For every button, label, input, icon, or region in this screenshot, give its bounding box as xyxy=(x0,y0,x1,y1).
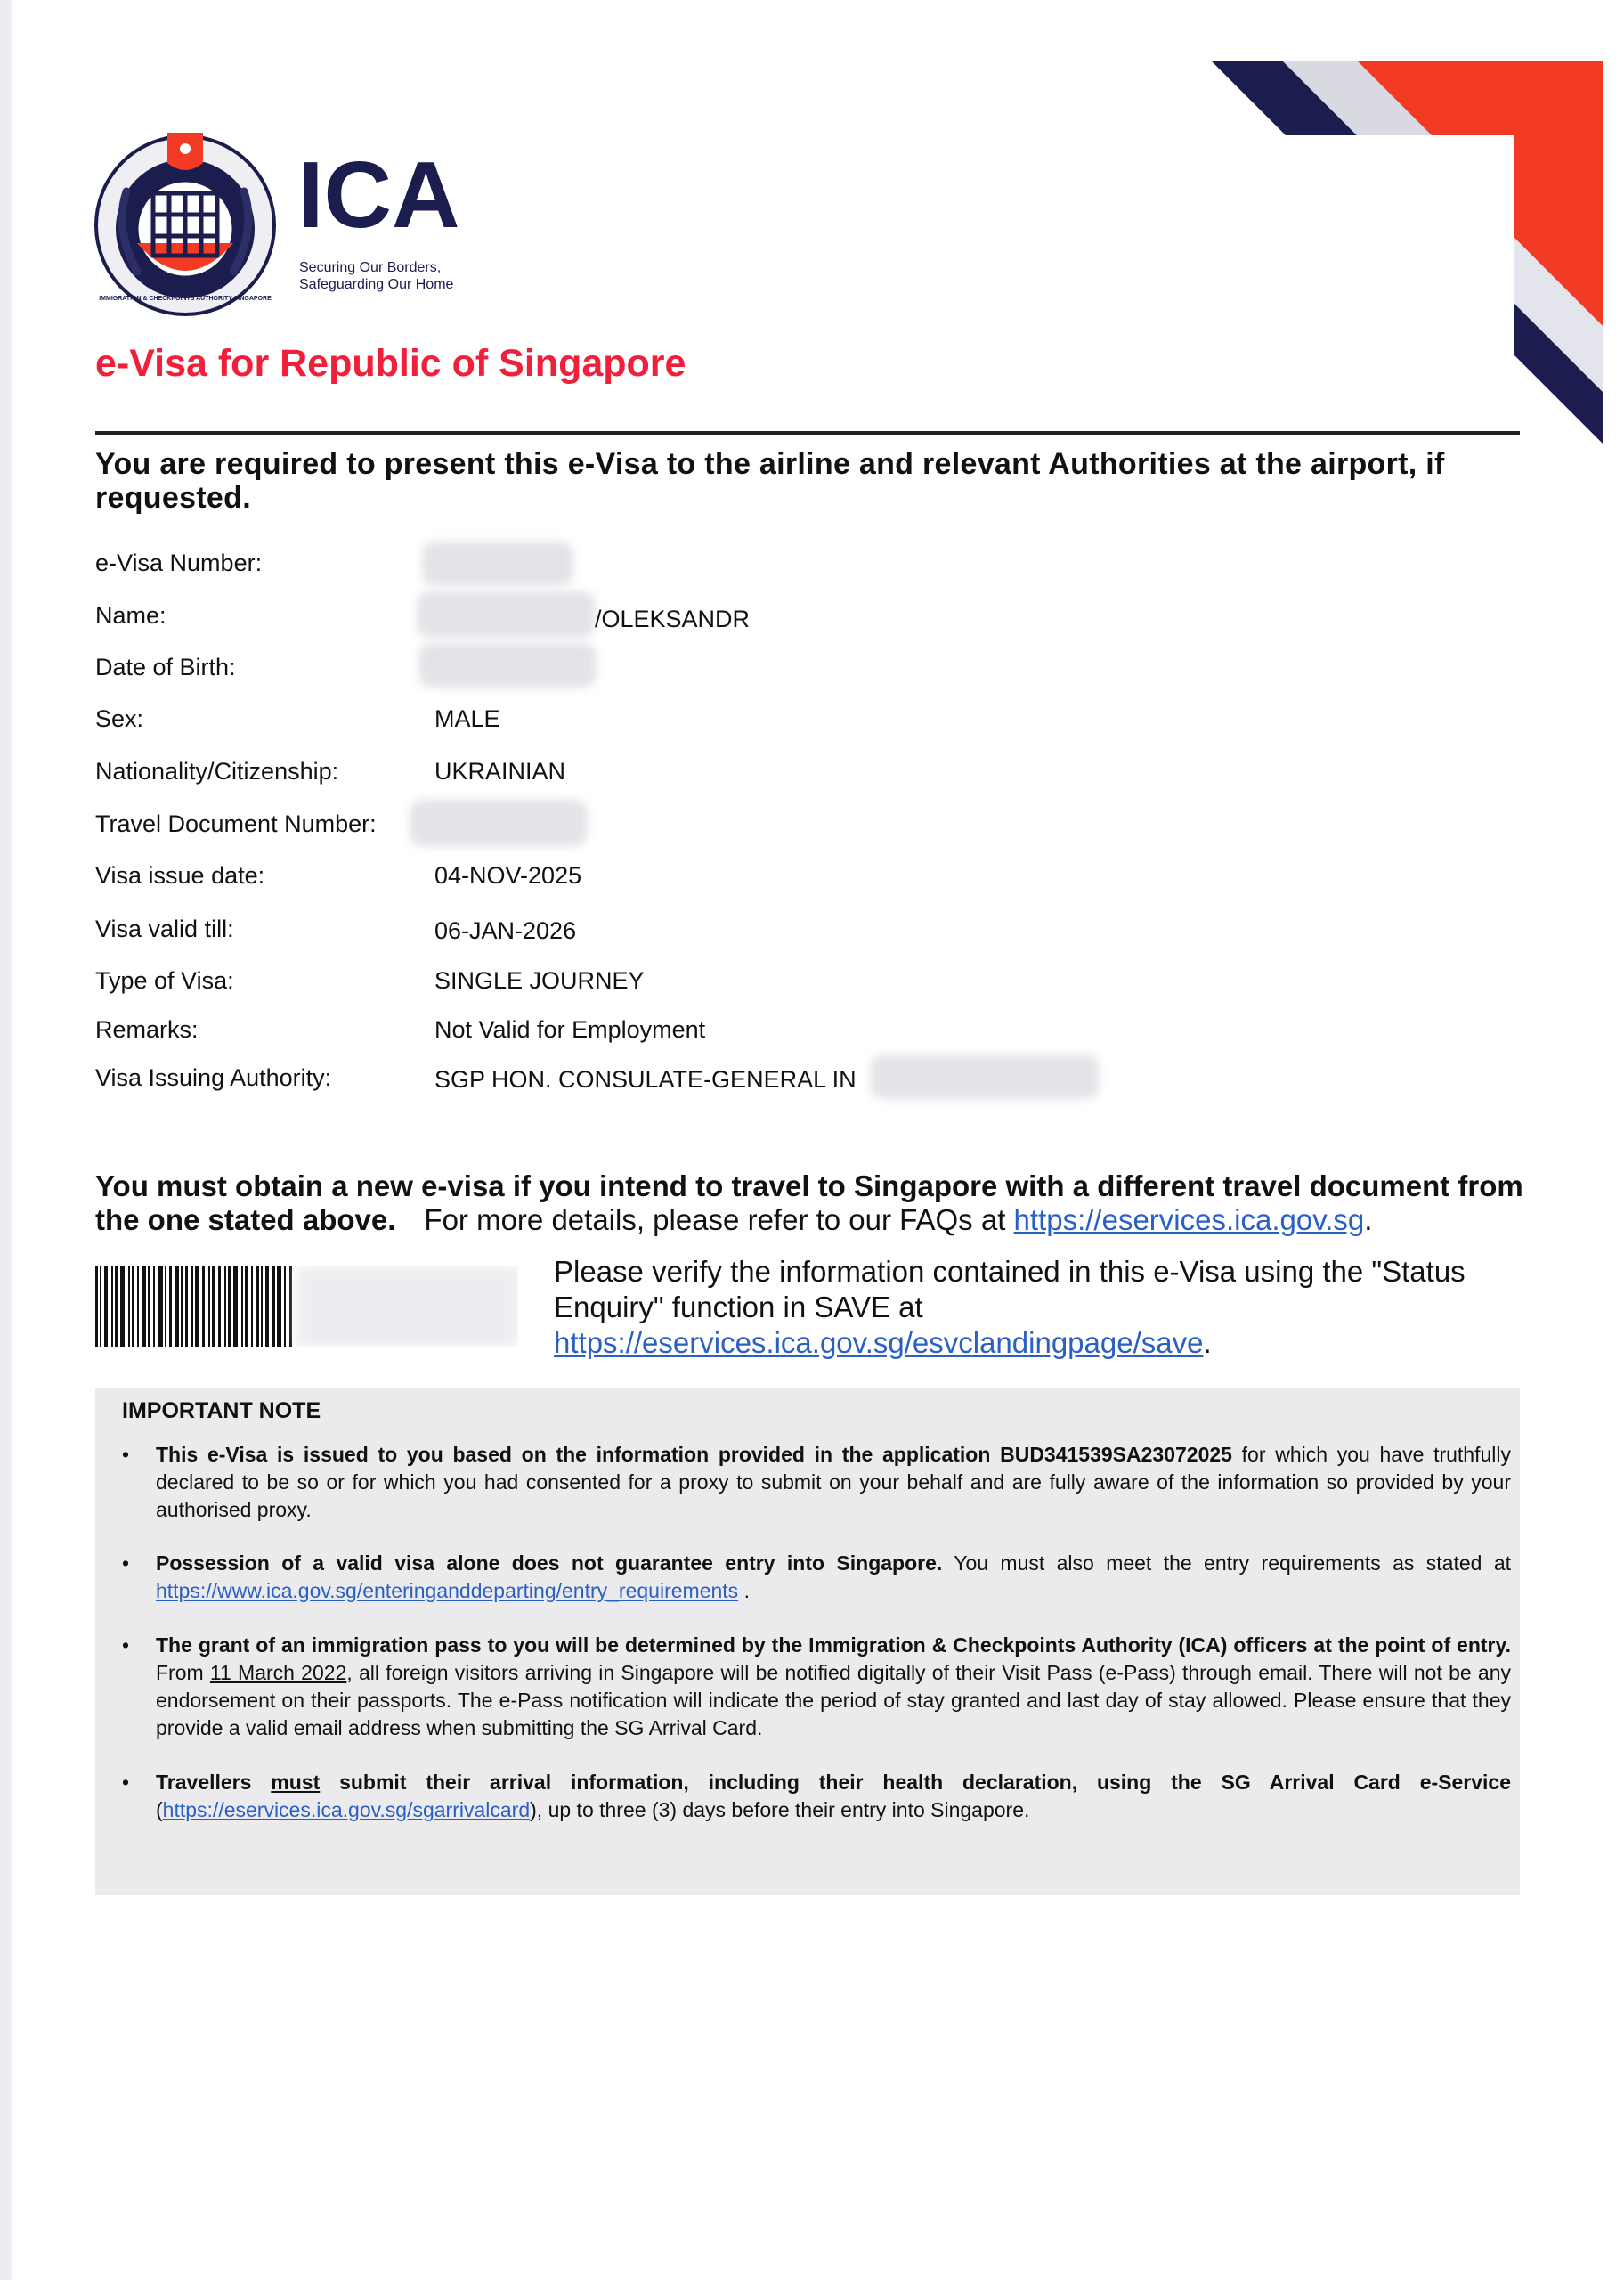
bullet-dot: • xyxy=(122,1551,130,1575)
barcode-bar xyxy=(191,1266,193,1347)
redacted-date-of-birth xyxy=(418,643,597,688)
tagline-line2: Safeguarding Our Home xyxy=(299,277,454,292)
ica-wordmark: ICA xyxy=(297,142,460,248)
corner-stripes-decoration xyxy=(1211,53,1603,445)
barcode-bar xyxy=(165,1266,166,1347)
barcode-bar xyxy=(289,1266,292,1347)
faq-link[interactable]: https://eservices.ica.gov.sg xyxy=(1013,1203,1365,1236)
verify-text: Please verify the information contained in this e-Visa using the "Status Enquiry" function in SAVE at xyxy=(554,1255,1466,1323)
note3-date: 11 March 2022 xyxy=(209,1661,347,1684)
field-label-travel-document-number: Travel Document Number: xyxy=(95,810,377,837)
barcode-bar xyxy=(265,1266,269,1347)
barcode-bar xyxy=(261,1266,263,1347)
save-link[interactable]: https://eservices.ica.gov.sg/esvclandingpage/save xyxy=(554,1326,1204,1359)
redacted-issuing-location xyxy=(871,1054,1099,1099)
note3-bold: The grant of an immigration pass to you will be determined by the Immigration & Checkpoints Authority (ICA) officers at the point of entry. xyxy=(156,1633,1511,1657)
barcode-bar xyxy=(224,1266,226,1347)
barcode-bar xyxy=(137,1266,139,1347)
field-label-type-of-visa: Type of Visa: xyxy=(95,967,234,994)
note3-rest: , all foreign visitors arriving in Singapore will be notified digitally of their Visit Pass (e-Pass) through email. There will not be any endorsement on their passports. The e-Pass notification will indicate the period of stay granted and last day of stay allowed. Please ensure that they provide a valid email address when submitting the SG Arrival Card. xyxy=(156,1661,1511,1739)
seal-text: IMMIGRATION & CHECKPOINTS AUTHORITY SINGAPORE xyxy=(99,296,272,302)
sg-arrival-card-link[interactable]: https://eservices.ica.gov.sg/sgarrivalcard xyxy=(162,1798,531,1821)
application-number: BUD341539SA23072025 xyxy=(1000,1443,1232,1466)
barcode-bar xyxy=(120,1266,125,1347)
field-value-sex: MALE xyxy=(434,705,500,732)
barcode-bar xyxy=(132,1266,134,1347)
barcode-bar xyxy=(277,1266,281,1347)
important-note-box xyxy=(95,1388,1520,1895)
new-visa-notice xyxy=(95,1169,1555,1237)
page-left-edge xyxy=(0,0,12,2280)
barcode-bar xyxy=(142,1266,146,1347)
note2-rest: You must also meet the entry requirements as stated at xyxy=(954,1551,1512,1575)
note4-must: must xyxy=(271,1771,321,1794)
faq-prefix: For more details, please refer to our FAQs at xyxy=(424,1203,1006,1236)
barcode xyxy=(95,1266,518,1347)
field-label-name: Name: xyxy=(95,602,166,629)
redacted-evisa-number xyxy=(422,542,573,586)
note4-bold2: submit their arrival information, including their health declaration, using the SG Arrival Card e-Service xyxy=(339,1771,1511,1794)
barcode-bar xyxy=(233,1266,238,1347)
barcode-bar xyxy=(195,1266,199,1347)
note-bullet-3 xyxy=(122,1632,1511,1742)
important-note-title: IMPORTANT NOTE xyxy=(122,1398,321,1423)
bullet-dot: • xyxy=(122,1443,130,1466)
verify-suffix: . xyxy=(1203,1326,1212,1359)
field-label-visa-valid-till: Visa valid till: xyxy=(95,916,234,942)
note3-from: From xyxy=(156,1661,204,1684)
barcode-bar xyxy=(100,1266,102,1347)
field-value-type-of-visa: SINGLE JOURNEY xyxy=(434,967,645,994)
redacted-barcode xyxy=(296,1266,518,1347)
barcode-bar xyxy=(208,1266,210,1347)
barcode-bar xyxy=(284,1266,286,1347)
barcode-bar xyxy=(185,1266,188,1347)
note-bullet-1 xyxy=(122,1441,1511,1524)
field-value-name: /OLEKSANDR xyxy=(595,606,751,632)
field-label-nationality: Nationality/Citizenship: xyxy=(95,758,339,785)
barcode-bar xyxy=(128,1266,130,1347)
note-bullet-2 xyxy=(122,1550,1511,1605)
faq-suffix: . xyxy=(1364,1203,1373,1236)
tagline-line1: Securing Our Borders, xyxy=(299,260,442,275)
note-bullet-4 xyxy=(122,1769,1511,1824)
barcode-bar xyxy=(158,1266,163,1347)
note2-bold: Possession of a valid visa alone does not guarantee entry into Singapore. xyxy=(156,1551,943,1575)
field-value-remarks: Not Valid for Employment xyxy=(434,1016,706,1043)
bullet-dot: • xyxy=(122,1633,130,1657)
barcode-bar xyxy=(218,1266,221,1347)
note4-rest: ), up to three (3) days before their entry into Singapore. xyxy=(530,1798,1030,1821)
barcode-bar xyxy=(104,1266,108,1347)
barcode-bar xyxy=(241,1266,243,1347)
note1-rest: for which you have truthfully declared to be so or for which you had consented for a proxy to submit on your behalf and are fully aware of the information so provided by your authorised proxy. xyxy=(156,1443,1511,1521)
note1-bold: This e-Visa is issued to you based on the information provided in the application xyxy=(156,1443,991,1466)
barcode-bar xyxy=(115,1266,118,1347)
barcode-bar xyxy=(175,1266,179,1347)
present-visa-notice: You are required to present this e-Visa to the airline and relevant Authorities at the airport, if requested. xyxy=(95,447,1445,515)
barcode-bar xyxy=(181,1266,183,1347)
note4-open: ( xyxy=(156,1798,163,1821)
barcode-bar xyxy=(169,1266,172,1347)
bullet-dot: • xyxy=(122,1771,130,1794)
barcode-bar xyxy=(202,1266,205,1347)
new-visa-notice-text: You must obtain a new e-visa if you intend to travel to Singapore with a different travel document from the one stated above. xyxy=(95,1169,1523,1236)
note2-suffix: . xyxy=(743,1579,750,1602)
barcode-bar xyxy=(251,1266,253,1347)
field-label-evisa-number: e-Visa Number: xyxy=(95,550,263,576)
field-value-visa-issue-date: 04-NOV-2025 xyxy=(434,862,582,889)
barcode-bar xyxy=(95,1266,98,1347)
field-label-remarks: Remarks: xyxy=(95,1016,199,1043)
field-label-date-of-birth: Date of Birth: xyxy=(95,654,236,680)
field-label-issuing-authority: Visa Issuing Authority: xyxy=(95,1064,332,1091)
verify-notice xyxy=(554,1254,1515,1361)
barcode-bar xyxy=(256,1266,259,1347)
title-divider xyxy=(95,431,1520,435)
barcode-bar xyxy=(153,1266,155,1347)
field-label-sex: Sex: xyxy=(95,705,144,732)
entry-requirements-link[interactable]: https://www.ica.gov.sg/enteringanddeparting/entry_requirements xyxy=(156,1579,739,1602)
redacted-name xyxy=(417,591,595,638)
barcode-bar xyxy=(111,1266,113,1347)
field-label-visa-issue-date: Visa issue date: xyxy=(95,862,265,889)
ica-logo xyxy=(94,129,477,325)
note4-bold1: Travellers xyxy=(156,1771,252,1794)
barcode-bar xyxy=(228,1266,231,1347)
barcode-bar xyxy=(148,1266,150,1347)
barcode-bar xyxy=(212,1266,215,1347)
barcode-bar xyxy=(245,1266,248,1347)
field-value-issuing-authority: SGP HON. CONSULATE-GENERAL IN xyxy=(434,1066,857,1093)
redacted-travel-document-number xyxy=(410,800,588,846)
field-value-visa-valid-till: 06-JAN-2026 xyxy=(434,917,577,944)
barcode-bar xyxy=(272,1266,275,1347)
document-title: e-Visa for Republic of Singapore xyxy=(95,342,686,385)
field-value-nationality: UKRAINIAN xyxy=(434,758,566,785)
